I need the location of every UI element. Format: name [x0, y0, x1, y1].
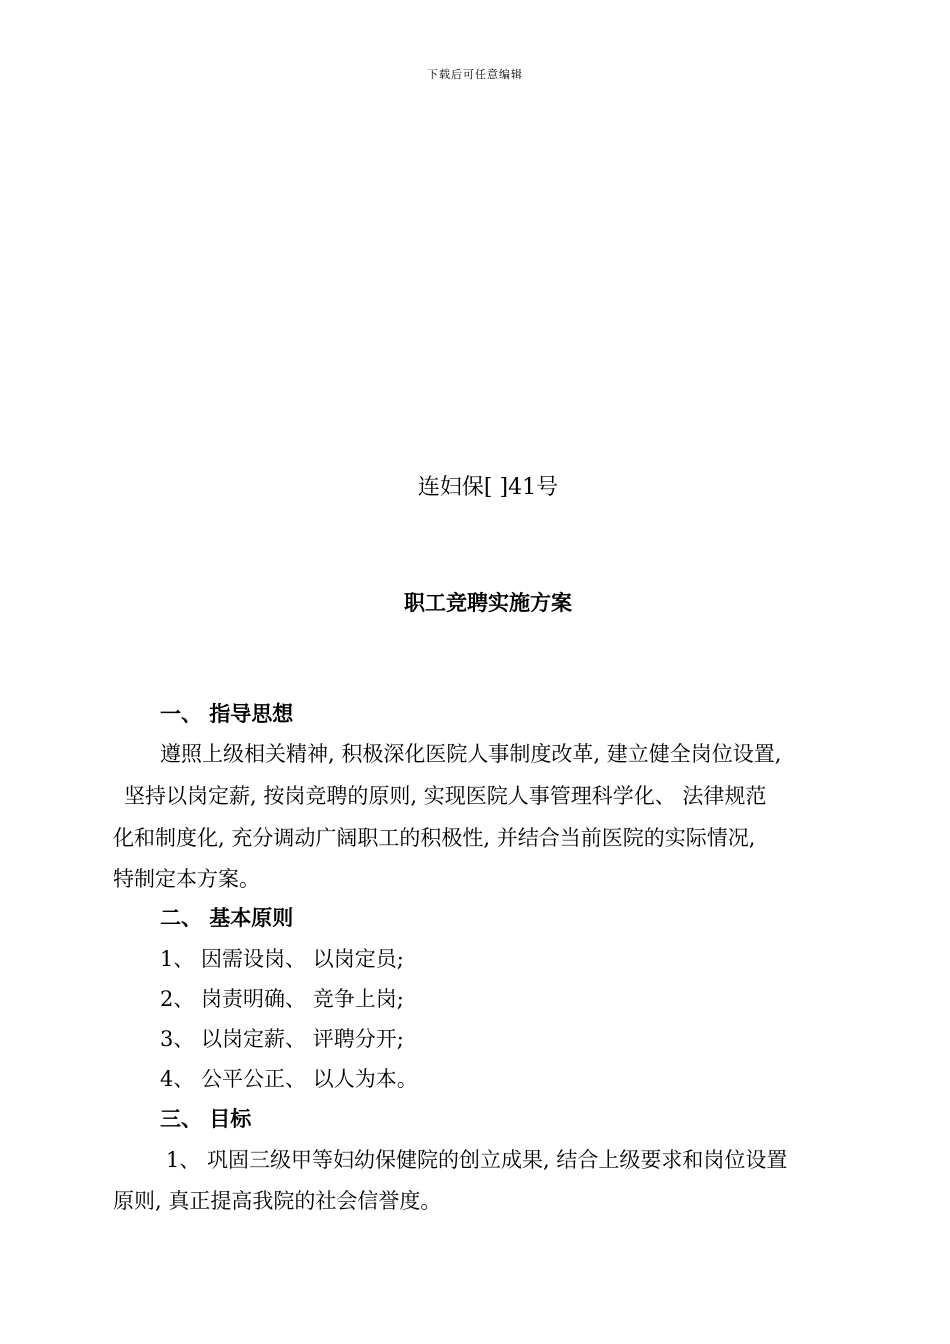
document-number: 连妇保[ ]41号	[417, 475, 559, 500]
paragraph-line: 特制定本方案。	[113, 867, 260, 891]
page-header-note: 下载后可任意编辑	[427, 68, 523, 81]
list-item: 4、 公平公正、 以人为本。	[160, 1067, 418, 1091]
list-item: 2、 岗责明确、 竞争上岗;	[160, 987, 404, 1011]
list-item: 3、 以岗定薪、 评聘分开;	[160, 1027, 404, 1051]
list-item: 1、 因需设岗、 以岗定员;	[160, 947, 404, 971]
section-heading-goals: 三、 目标	[160, 1107, 252, 1131]
paragraph-line: 原则, 真正提高我院的社会信誉度。	[113, 1189, 442, 1213]
paragraph-line: 1、 巩固三级甲等妇幼保健院的创立成果, 结合上级要求和岗位设置	[166, 1148, 788, 1172]
paragraph-line: 化和制度化, 充分调动广阔职工的积极性, 并结合当前医院的实际情况,	[113, 826, 756, 850]
paragraph-line: 遵照上级相关精神, 积极深化医院人事制度改革, 建立健全岗位设置,	[160, 742, 782, 766]
document-title: 职工竞聘实施方案	[404, 591, 572, 615]
paragraph-line: 坚持以岗定薪, 按岗竞聘的原则, 实现医院人事管理科学化、 法律规范	[124, 784, 767, 808]
section-heading-guiding-ideology: 一、 指导思想	[160, 702, 294, 726]
section-heading-basic-principles: 二、 基本原则	[160, 906, 294, 930]
